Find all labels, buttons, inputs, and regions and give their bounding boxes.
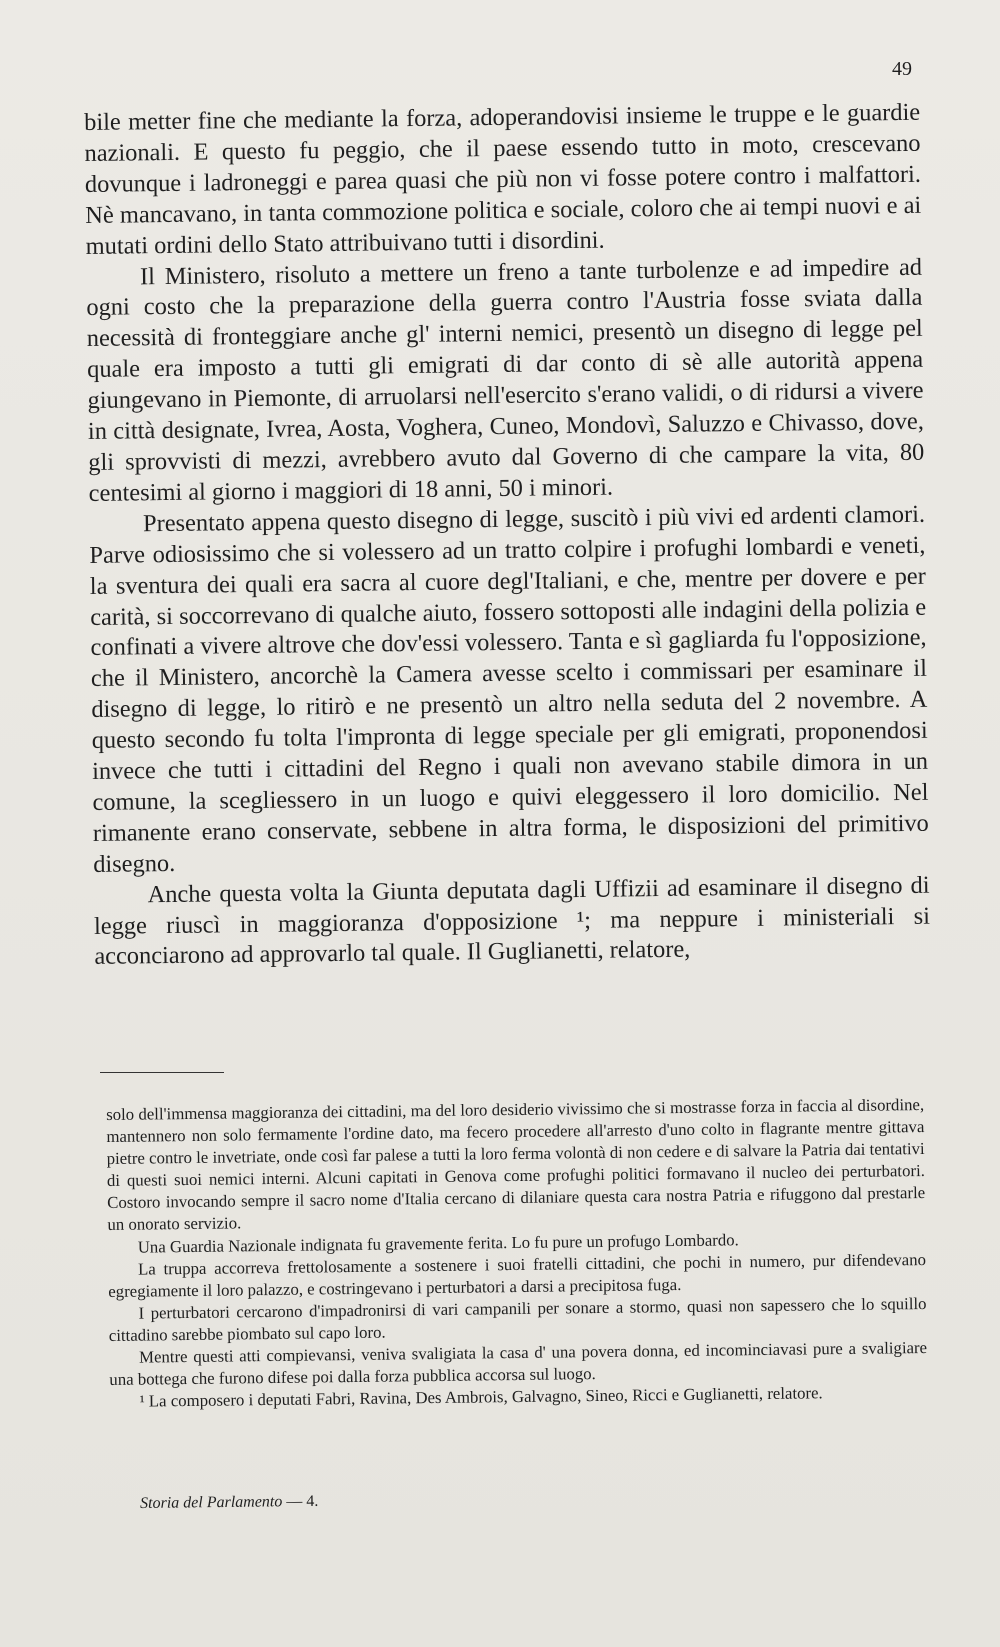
footnote: Una Guardia Nazionale indignata fu gravemente ferita. Lo fu pure un profugo Lombardo. [137, 1229, 739, 1257]
footer-page-reference: — 4. [282, 1492, 319, 1511]
page-number: 49 [892, 58, 912, 80]
footnote: solo dell'immensa maggioranza dei cittadini, ma del loro desiderio vivissimo che si mostrasse forza in faccia al disordine, mantennero non solo fermamente l'ordine dato, ma fecero procedere all'arresto d'uno colto in flagrante mentre gittava pietre contro le invetriate, onde così far palese a tutti la loro ferma volontà di non cedere e di salvare la Patria dai tentativi di questi suoi nemici interni. Alcuni capitati in Genova come profughi politici formavano il nucleo dei perturbatori. Costoro invocando sempre il sacro nome d'Italia cercano di dilaniare questa cara nostra Patria e rifuggono dal prestarle un onorato servizio. [106, 1095, 926, 1235]
footnote: La truppa accorreva frettolosamente a sostenere i suoi fratelli cittadini, che pochi in numero, pur difendevano egregiamente il loro palazzo, e costringevano i perturbatori a darsi a precipitosa fuga. [108, 1249, 927, 1301]
footnote: ¹ La composero i deputati Fabri, Ravina, Des Ambrois, Galvagno, Sineo, Ricci e Guglianetti, relatore. [139, 1383, 823, 1411]
paragraph: Il Ministero, risoluto a mettere un freno a tante turbolenze e ad impedire ad ogni costo che la preparazione della guerra contro l'Austria fosse sviata dalla necessità di fronteggiare anche gl' interni nemici, presentò un disegno di legge pel quale era imposto a tutti gli emigrati di dar conto di sè alle autorità appena giungevano in Piemonte, di arruolarsi nell'esercito s'erano validi, o di ridursi a vivere in città designate, Ivrea, Aosta, Voghera, Cuneo, Mondovì, Saluzzo e Chivasso, dove, gli sprovvisti di mezzi, avrebbero avuto dal Governo di che campare la vita, 80 centesimi al giorno i maggiori di 18 anni, 50 i minori. [86, 253, 925, 507]
footnote: Mentre questi atti compievansi, veniva svaligiata la casa d' una povera donna, ed incominciavasi pure a svaligiare una bottega che furono difese poi dalla forza pubblica accorsa sul luogo. [109, 1338, 928, 1390]
paragraph: Anche questa volta la Giunta deputata dagli Uffizii ad esaminare il disegno di legge riuscì in maggioranza d'opposizione ¹; ma neppure i ministeriali si acconciarono ad approvarlo tal quale. Il Guglianetti, relatore, [93, 871, 931, 971]
page-footer [140, 1493, 318, 1513]
footnote-separator [100, 1072, 224, 1073]
paragraph: Presentato appena questo disegno di legge, suscitò i più vivi ed ardenti clamori. Parve odiosissimo che si volessero ad un tratto colpire i profughi lombardi e veneti, la sventura dei quali era sacra al cuore degl'Italiani, e che, mentre per dovere e per carità, si soccorrevano di qualche aiuto, fossero sottoposti alle indagini della polizia e confinati a vivere altrove che dov'essi volessero. Tanta e sì gagliarda fu l'opposizione, che il Ministero, ancorchè la Camera avesse scelto i commissari per esaminare il disegno di legge, lo ritirò e ne presentò un altro nella seduta del 2 novembre. A questo secondo fu tolta l'impronta di legge speciale per gli emigrati, proponendosi invece che tutti i cittadini del Regno i quali non avevano stabile dimora in un comune, la scegliessero in un luogo e quivi eleggessero il loro domicilio. Nel rimanente erano conservate, sebbene in altra forma, le disposizioni del primitivo disegno. [89, 500, 929, 878]
footnote: I perturbatori cercarono d'impadronirsi di vari campanili per sonare a stormo, quasi non sapessero che lo squillo cittadino sarebbe piombato sul capo loro. [108, 1293, 927, 1345]
footnotes [106, 1094, 928, 1413]
main-text [84, 98, 931, 974]
paragraph: bile metter fine che mediante la forza, adoperandovisi insieme le truppe e le guardie nazionali. E questo fu peggio, che il paese essendo tutto in moto, crescevano dovunque i ladroneggi e parea quasi che più non vi fosse potere contro i malfattori. Nè mancavano, in tanta commozione politica e sociale, coloro che ai tempi nuovi e ai mutati ordini dello Stato attribuivano tutti i disordini. [84, 98, 922, 260]
footer-title: Storia del Parlamento [140, 1493, 283, 1512]
